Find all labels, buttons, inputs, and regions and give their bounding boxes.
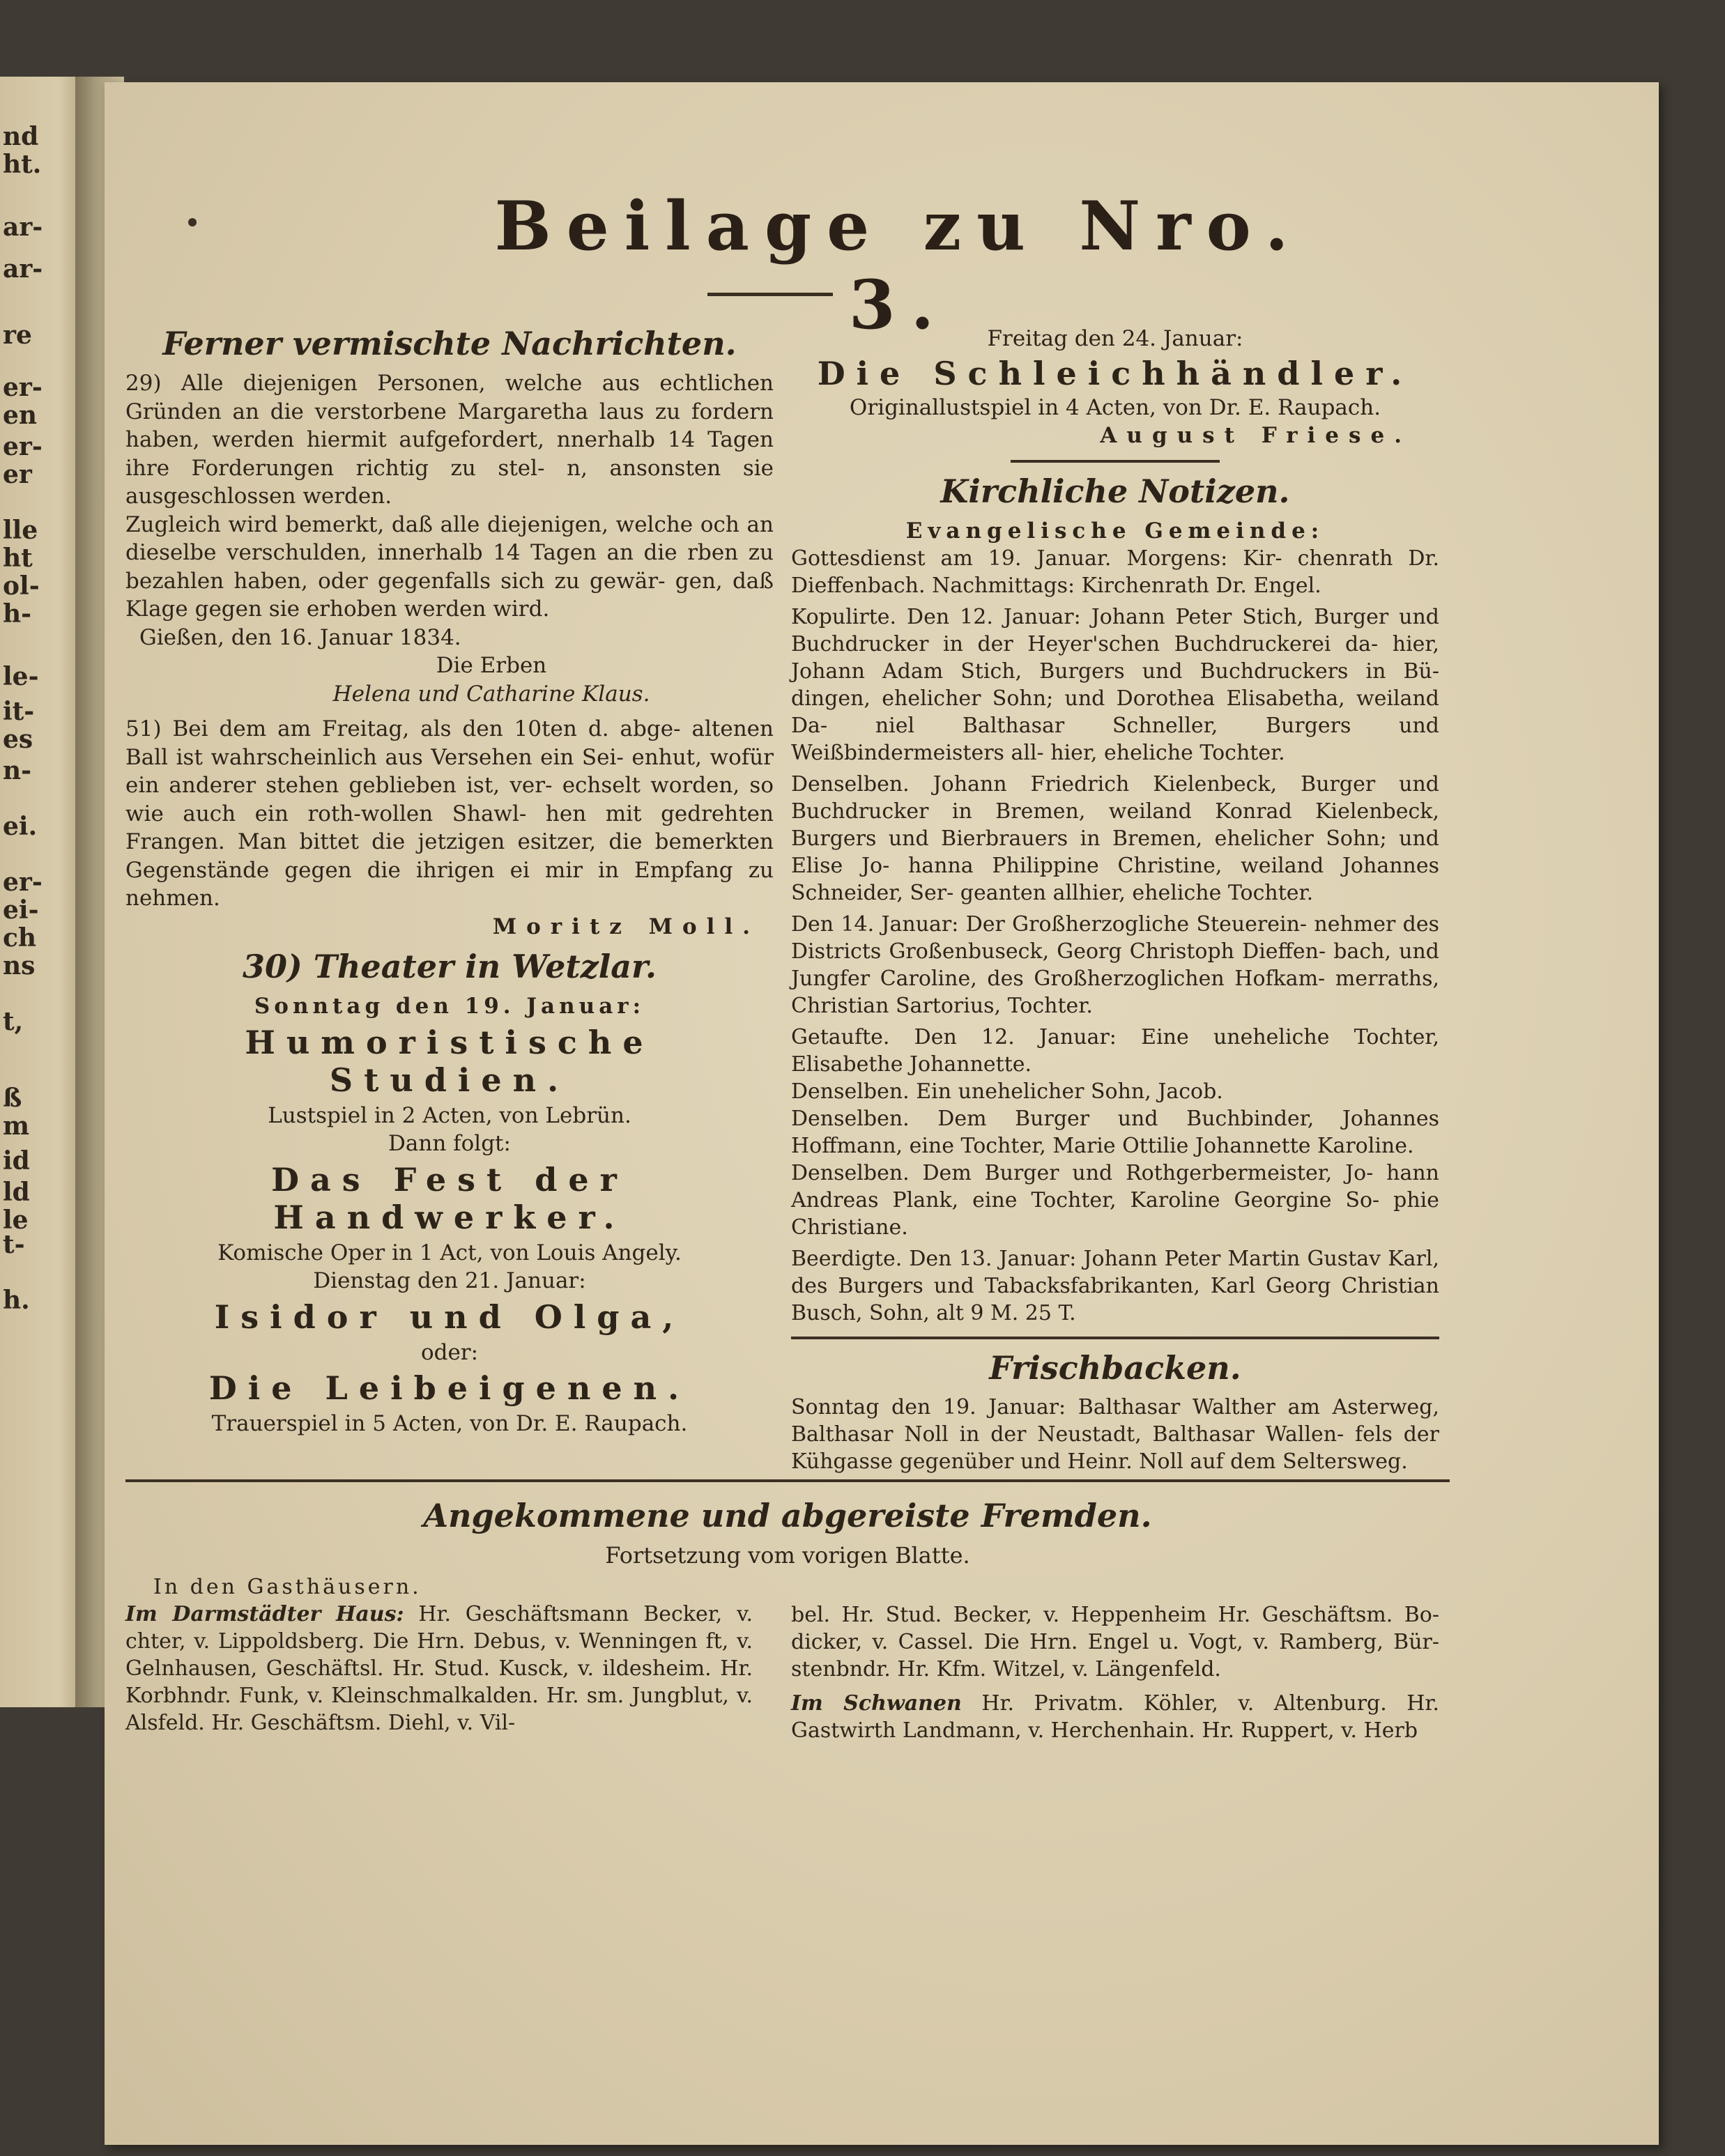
play-2-title: Das Fest der Handwerker.	[271, 1160, 628, 1236]
visitors-schwanen	[791, 1690, 1439, 1744]
church-denselben-4: Denselben. Dem Burger und Rothgerbermeister, Jo- hann Andreas Plank, eine Tochter, Karoline Georgine So- phie Christiane.	[791, 1161, 1439, 1240]
right-column	[791, 325, 1439, 1475]
margin-fragment: ht.	[3, 150, 42, 179]
margin-fragment: lle	[3, 516, 38, 545]
margin-fragment: ß	[3, 1084, 22, 1113]
margin-fragment: es	[3, 725, 33, 754]
play-1-info: Lustspiel in 2 Acten, von Lebrün.	[268, 1102, 631, 1128]
divider-full	[791, 1337, 1439, 1339]
margin-fragment: er-	[3, 373, 43, 402]
signature-moll: Moritz Moll.	[492, 914, 760, 939]
title-dot	[188, 218, 197, 226]
margin-fragment: er-	[3, 868, 43, 897]
page-title: Beilage zu Nro. 3.	[494, 187, 1304, 344]
church-heading: Kirchliche Notizen.	[940, 472, 1290, 510]
theater-heading: 30) Theater in Wetzlar.	[242, 948, 657, 985]
margin-fragment: ns	[3, 951, 36, 980]
margin-fragment: en	[3, 401, 38, 430]
play-3-oder: oder:	[420, 1339, 479, 1365]
theater-day-2: Dienstag den 21. Januar:	[313, 1268, 586, 1293]
margin-fragment: it-	[3, 697, 35, 726]
margin-fragment: id	[3, 1146, 30, 1176]
margin-fragment: er-	[3, 432, 43, 461]
divider	[1011, 460, 1220, 463]
margin-fragment: ei.	[3, 812, 38, 841]
church-subheading: Evangelische Gemeinde:	[905, 518, 1325, 544]
church-den-14: Den 14. Januar: Der Großherzogliche Steuerein- nehmer des Districts Großenbuseck, Georg Christoph Dieffen- bach, und Jungfer Caroline, des Großherzoglichen Hofkam- merraths, Christian Sartorius, Tochter.	[791, 912, 1439, 1018]
margin-fragment: n-	[3, 756, 32, 785]
inn-text-darmstaedter: Hr. Geschäftsmann Becker, v. chter, v. Lippoldsberg. Die Hrn. Debus, v. Wenningen ft, v. Gelnhausen, Geschäftsl. Hr. Stud. Kusck, v. ildesheim. Hr. Korbhndr. Funk, v. Kleinschmalkalden. Hr. sm. Jungblut, v. Alsfeld. Hr. Geschäftsm. Diehl, v. Vil-	[125, 1602, 753, 1735]
play-4-info: Originallustspiel in 4 Acten, von Dr. E. Raupach.	[849, 394, 1381, 420]
margin-fragment: ld	[3, 1178, 30, 1207]
play-3-info: Trauerspiel in 5 Acten, von Dr. E. Raupach.	[211, 1411, 688, 1436]
signature-heirs: Die Erben	[436, 653, 547, 678]
play-2-info: Komische Oper in 1 Act, von Louis Angely.	[217, 1240, 682, 1265]
church-denselben-2: Denselben. Ein unehelicher Sohn, Jacob.	[791, 1079, 1223, 1104]
notice-29-continued: Zugleich wird bemerkt, daß alle diejenigen, welche och an dieselbe verschulden, innerhalb 14 Tagen an die rben zu bezahlen haben, oder gegenfalls sich zu gewär- gen, daß Klage gegen sie erhoben werden wird.	[125, 511, 774, 622]
title-rule	[707, 293, 833, 296]
inn-text-schwanen: Hr. Privatm. Köhler, v. Altenburg. Hr. Gastwirth Landmann, v. Herchenhain. Hr. Ruppert, v. Herb	[791, 1691, 1439, 1743]
bakers-heading: Frischbacken.	[989, 1349, 1241, 1387]
visitors-inns: In den Gasthäusern.	[153, 1575, 422, 1599]
church-denselben-1: Denselben. Johann Friedrich Kielenbeck, Burger und Buchdrucker in Bremen, weiland Konrad Kielenbeck, Burgers und Bierbrauers in Bremen, ehelicher Sohn; und Elise Jo- hanna Philippine Christine, weiland Johannes Schneider, Ser- geanten allhier, eheliche Tochter.	[791, 772, 1439, 905]
church-getaufte: Getaufte. Den 12. Januar: Eine uneheliche Tochter, Elisabethe Johannette.	[791, 1025, 1439, 1077]
margin-fragment: m	[3, 1111, 30, 1141]
notice-29: 29) Alle diejenigen Personen, welche aus echtlichen Gründen an die verstorbene Margaretha laus zu fordern haben, werden hiermit aufgefordert, nnerhalb 14 Tagen ihre Forderungen richtig zu stel- n, ansonsten sie ausgeschlossen werden.	[125, 371, 774, 509]
play-4-title: Die Schleichhändler.	[817, 354, 1413, 392]
margin-fragment: ht	[3, 544, 33, 573]
theater-day-1: Sonntag den 19. Januar:	[254, 994, 645, 1019]
margin-fragment: re	[3, 321, 32, 350]
margin-fragment: le-	[3, 662, 39, 691]
visitors-right-column	[791, 1601, 1439, 1744]
place-date: Gießen, den 16. Januar 1834.	[139, 624, 461, 650]
signature-names: Helena und Catharine Klaus.	[332, 681, 650, 707]
previous-page-edge	[0, 77, 84, 1707]
church-beerdigte: Beerdigte. Den 13. Januar: Johann Peter Martin Gustav Karl, des Burgers und Tabacksfabrikanten, Karl Georg Christian Busch, Sohn, alt 9 M. 25 T.	[791, 1247, 1439, 1325]
margin-fragment: t,	[3, 1007, 24, 1036]
margin-fragment: ol-	[3, 571, 40, 601]
then-follows: Dann folgt:	[388, 1131, 511, 1156]
inn-label-schwanen: Im Schwanen	[791, 1691, 962, 1716]
visitors-subheading: Fortsetzung vom vorigen Blatte.	[605, 1542, 970, 1569]
margin-fragment: er	[3, 460, 32, 489]
notice-51: 51) Bei dem am Freitag, als den 10ten d. abge- altenen Ball ist wahrscheinlich aus Versehen ein Sei- enhut, wofür ein anderer stehen geblieben ist, ver- echselt worden, so wie auch ein roth-wollen Shawl- hen mit gedrehten Frangen. Man bittet die jetzigen esitzer, die bemerkten Gegenstände gegen die ihrigen ei mir in Empfang zu nehmen.	[125, 716, 774, 911]
church-denselben-3: Denselben. Dem Burger und Buchbinder, Johannes Hoffmann, eine Tochter, Marie Ottilie Johannette Karoline.	[791, 1107, 1439, 1158]
visitors-right-text-1: bel. Hr. Stud. Becker, v. Heppenheim Hr. Geschäftsm. Bo- dicker, v. Cassel. Die Hrn. Engel u. Vogt, v. Ramberg, Bür- stenbndr. Hr. Kfm. Witzel, v. Längenfeld.	[791, 1603, 1439, 1681]
margin-fragment: le	[3, 1206, 29, 1235]
church-service: Gottesdienst am 19. Januar. Morgens: Kir- chenrath Dr. Dieffenbach. Nachmittags: Kirchenrath Dr. Engel.	[791, 546, 1439, 598]
margin-fragment: ar-	[3, 254, 43, 284]
church-kopulirte: Kopulirte. Den 12. Januar: Johann Peter Stich, Burger und Buchdrucker in der Heyer'schen Buchdruckerei da- hier, Johann Adam Stich, Burgers und Buchdruckers in Bü- dingen, ehelicher Sohn; und Dorothea Elisabetha, weiland Da- niel Balthasar Schneller, Burgers und Weißbindermeisters all- hier, eheliche Tochter.	[791, 605, 1439, 765]
margin-fragment: ar-	[3, 213, 43, 242]
left-column	[125, 325, 774, 1438]
inn-label-darmstaedter: Im Darmstädter Haus:	[125, 1602, 404, 1626]
bakers-text: Sonntag den 19. Januar: Balthasar Walther am Asterweg, Balthasar Noll in der Neustadt, Balthasar Wallen- fels der Kühgasse gegenüber und Heinr. Noll auf dem Seltersweg.	[791, 1395, 1439, 1474]
margin-fragment: h.	[3, 1286, 30, 1315]
visitors-left-column	[125, 1573, 753, 1737]
section-heading-nachrichten: Ferner vermischte Nachrichten.	[162, 325, 737, 362]
play-3-title: Isidor und Olga,	[214, 1298, 685, 1336]
margin-fragment: nd	[3, 122, 39, 151]
theater-day-3: Freitag den 24. Januar:	[987, 326, 1243, 351]
section-rule	[125, 1479, 1450, 1482]
play-3-subtitle: Die Leibeigenen.	[208, 1369, 691, 1407]
newspaper-page	[105, 82, 1659, 2145]
margin-fragment: ei-	[3, 895, 39, 925]
visitors-darmstaedter-haus	[125, 1601, 753, 1737]
margin-fragment: t-	[3, 1230, 25, 1259]
signature-friese: August Friese.	[1100, 423, 1411, 448]
margin-fragment: ch	[3, 923, 37, 953]
visitors-heading: Angekommene und abgereiste Fremden.	[423, 1497, 1152, 1534]
margin-fragment: h-	[3, 599, 32, 629]
play-1-title: Humoristische Studien.	[245, 1023, 654, 1099]
